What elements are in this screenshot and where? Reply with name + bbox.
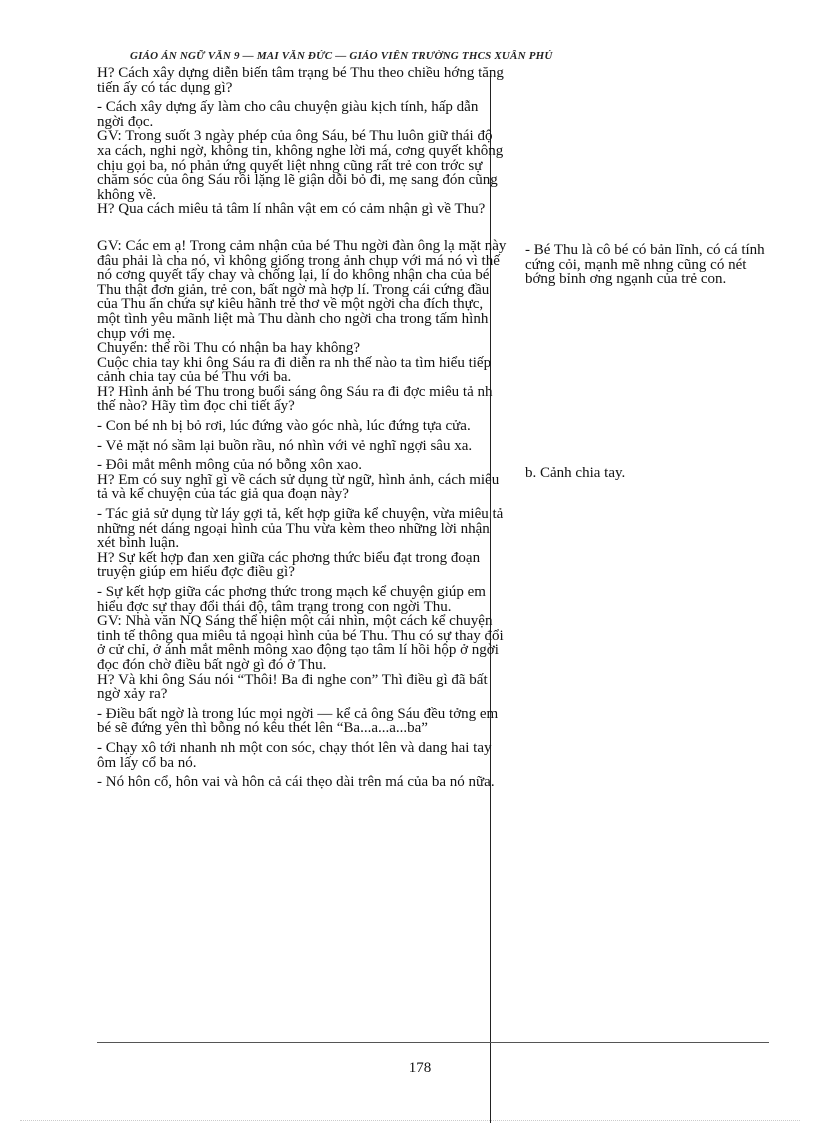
- answer-bullet: - Đôi mắt mênh mông của nó bỗng xôn xao.: [97, 457, 362, 474]
- bottom-rule: [97, 1042, 769, 1043]
- answer-bullet: - Điều bất ngờ là trong lúc mọi ngời — kể cả ông Sáu đều tởng em bé sẽ đứng yên thì bỗng nó kêu thét lên “Ba...a...a...ba”: [97, 705, 499, 737]
- answer-bullet: - Con bé nh bị bỏ rơi, lúc đứng vào góc nhà, lúc đứng tựa cửa.: [97, 418, 471, 435]
- right-note-2: [525, 466, 765, 481]
- page-number: 178: [408, 1060, 432, 1076]
- question: H? Và khi ông Sáu nói “Thôi! Ba đi nghe con” Thì điều gì đã bất ngờ xảy ra?: [97, 671, 488, 703]
- answer-bullet: - Tác giả sử dụng từ láy gợi tả, kết hợp giữa kể chuyện, vừa miêu tả những nét dáng ngoại hình của Thu vừa kèm theo những lời nhận xét bình luận.: [97, 506, 504, 552]
- question: H? Cách xây dựng diễn biến tâm trạng bé Thu theo chiều hớng tăng tiến ấy có tác dụng gì?: [97, 65, 504, 96]
- right-note-1: [525, 243, 765, 287]
- question: H? Hình ảnh bé Thu trong buổi sáng ông Sáu ra đi đợc miêu tả nh thế nào? Hãy tìm đọc chi tiết ấy?: [97, 383, 493, 415]
- answer-bullet: - Nó hôn cổ, hôn vai và hôn cả cái thẹo dài trên má của ba nó nữa.: [97, 774, 495, 791]
- paragraph: Cuộc chia tay khi ông Sáu ra đi diễn ra nh thế nào ta tìm hiểu tiếp cảnh chia tay của bé Thu với ba.: [97, 354, 492, 386]
- left-column: [97, 66, 509, 790]
- question: H? Sự kết hợp đan xen giữa các phơng thức biểu đạt trong đoạn truyện giúp em hiểu đợc điều gì?: [97, 549, 481, 581]
- question: H? Em có suy nghĩ gì về cách sử dụng từ ngữ, hình ảnh, cách miêu tả và kể chuyện của tác giả qua đoạn này?: [97, 471, 500, 503]
- footer-rule: [20, 1120, 800, 1121]
- transition: Chuyển: thế rồi Thu có nhận ba hay không?: [97, 340, 360, 357]
- answer-bullet: - Chạy xô tới nhanh nh một con sóc, chạy thót lên và dang hai tay ôm lấy cổ ba nó.: [97, 739, 492, 771]
- section-heading: b. Cảnh chia tay.: [525, 465, 626, 481]
- answer-bullet: - Cách xây dựng ấy làm cho câu chuyện giàu kịch tính, hấp dẫn ngời đọc.: [97, 99, 479, 130]
- page-header: GIÁO ÁN NGỮ VĂN 9 — MAI VĂN ĐỨC — GIÁO VIÊN TRƯỜNG THCS XUÂN PHÚ: [130, 50, 553, 62]
- teacher-note: GV: Nhà văn NQ Sáng thể hiện một cái nhìn, một cách kể chuyện tinh tế thông qua miêu tả ngoại hình của bé Thu. Thu có sự thay đổi ở cử chỉ, ở ánh mắt mênh mông xao động tạo tâm lí hồi hộp ở ngời đọc đón chờ điều bất ngờ gì đó ở Thu.: [97, 613, 504, 673]
- teacher-note: GV: Trong suốt 3 ngày phép của ông Sáu, bé Thu luôn giữ thái độ xa cách, nghi ngờ, không tin, không nghe lời má, cơng quyết không chịu gọi ba, nó phản ứng quyết liệt nhng cũng rất trẻ con trớc sự chăm sóc của ông Sáu rồi lặng lẽ giận dỗi bỏ đi, mẹ sang đón cũng không về.: [97, 128, 504, 203]
- answer-bullet: - Vẻ mặt nó sầm lại buồn rầu, nó nhìn với vẻ nghĩ ngợi sâu xa.: [97, 437, 473, 454]
- answer-bullet: - Sự kết hợp giữa các phơng thức trong mạch kể chuyện giúp em hiểu đợc sự thay đổi thái độ, tâm trạng trong con ngời Thu.: [97, 584, 486, 615]
- question: H? Qua cách miêu tả tâm lí nhân vật em có cảm nhận gì về Thu?: [97, 201, 486, 218]
- teacher-note: GV: Các em ạ! Trong cảm nhận của bé Thu ngời đàn ông lạ mặt này đâu phải là cha nó, vì không giống trong ảnh chụp với má nó vì thế nó cơng quyết tẩy chay và chống lại, lí do không nhận cha của bé Thu thật đơn giản, trẻ con, bất ngờ mà hợp lí. Trong cái cứng đầu của Thu ẩn chứa sự kiêu hãnh trẻ thơ về một ngời cha đích thực, một tình yêu mãnh liệt mà Thu dành cho ngời cha trong tấm hình chụp với mẹ.: [97, 237, 507, 342]
- answer-note: - Bé Thu là cô bé có bản lĩnh, có cá tính cứng cỏi, mạnh mẽ nhng cũng có nét bớng bỉnh ơng ngạnh của trẻ con.: [525, 242, 765, 288]
